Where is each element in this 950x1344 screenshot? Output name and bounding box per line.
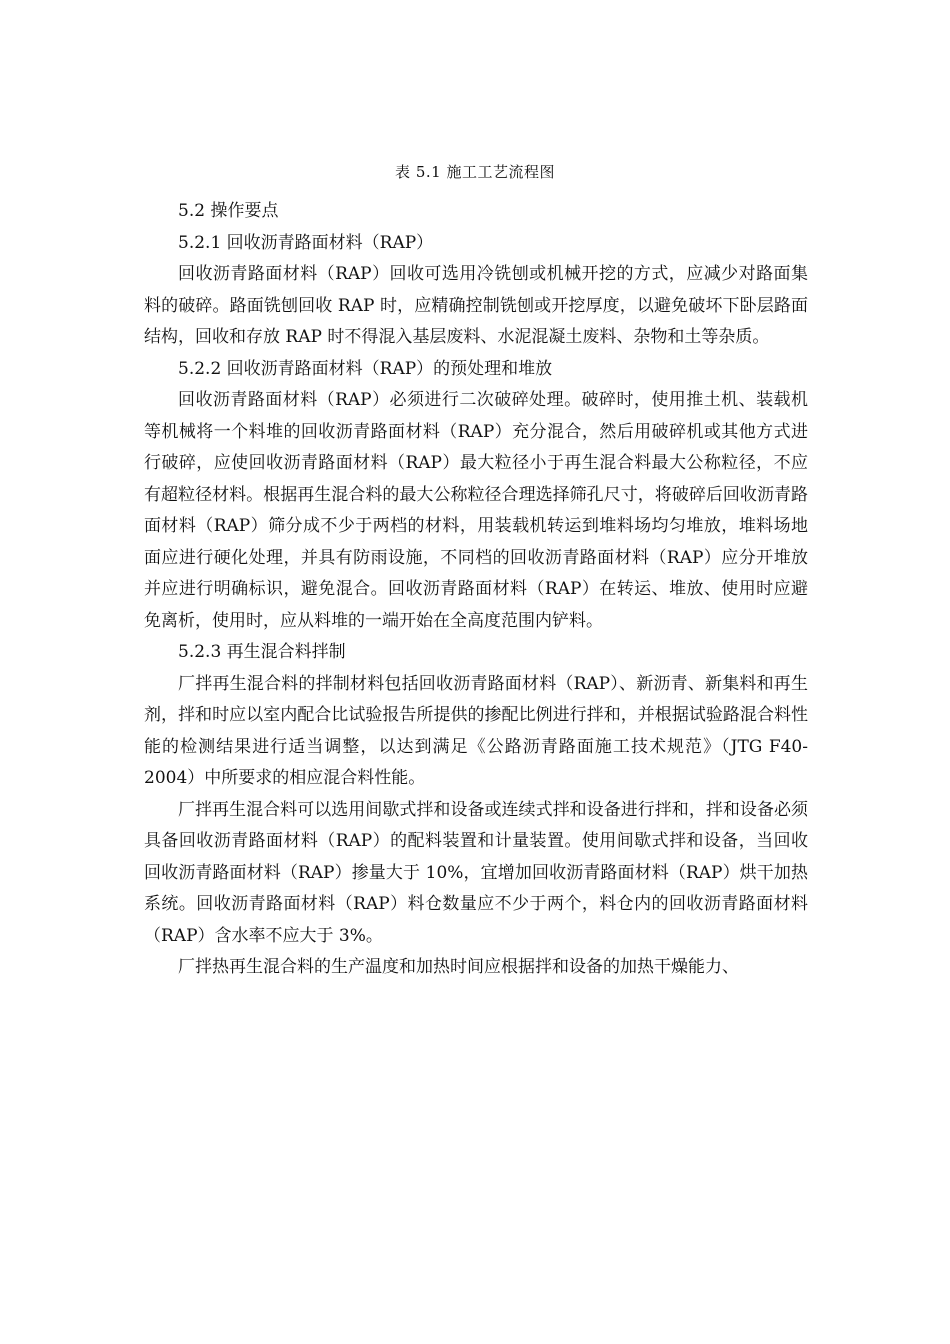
section-heading-5-2-2: 5.2.2 回收沥青路面材料（RAP）的预处理和堆放 [178, 358, 553, 379]
paragraph-production-temperature: 厂拌热再生混合料的生产温度和加热时间应根据拌和设备的加热干燥能力、 [178, 957, 739, 977]
section-heading-5-2: 5.2 操作要点 [178, 201, 279, 221]
paragraph-mixing-materials: 厂拌再生混合料的拌制材料包括回收沥青路面材料（RAP）、新沥青、新集料和再生剂，拌和时应以室内配合比试验报告所提供的掺配比例进行拌和，并根据试验路混合料性能的检测结果进行适当调整，以达到满足《公路沥青路面施工技术规范》（JTG F40-2004）中所要求的相应混合料性能。 [144, 673, 808, 788]
document-body [144, 196, 808, 984]
table-caption: 表 5.1 施工工艺流程图 [395, 163, 555, 181]
section-heading-5-2-3: 5.2.3 再生混合料拌制 [178, 642, 346, 662]
paragraph-rap-recovery: 回收沥青路面材料（RAP）回收可选用冷铣刨或机械开挖的方式，应减少对路面集料的破碎。路面铣刨回收 RAP 时，应精确控制铣刨或开挖厚度，以避免破坏下卧层路面结构，回收和存放 RAP 时不得混入基层废料、水泥混凝土废料、杂物和土等杂质。 [144, 264, 808, 347]
paragraph-rap-pretreatment: 回收沥青路面材料（RAP）必须进行二次破碎处理。破碎时，使用推土机、装载机等机械将一个料堆的回收沥青路面材料（RAP）充分混合，然后用破碎机或其他方式进行破碎，应使回收沥青路面材料（RAP）最大粒径小于再生混合料最大公称粒径，不应有超粒径材料。根据再生混合料的最大公称粒径合理选择筛孔尺寸，将破碎后回收沥青路面材料（RAP）筛分成不少于两档的材料，用装载机转运到堆料场均匀堆放，堆料场地面应进行硬化处理，并具有防雨设施，不同档的回收沥青路面材料（RAP）应分开堆放并应进行明确标识，避免混合。回收沥青路面材料（RAP）在转运、堆放、使用时应避免离析，使用时，应从料堆的一端开始在全高度范围内铲料。 [144, 390, 808, 631]
section-heading-5-2-1: 5.2.1 回收沥青路面材料（RAP） [178, 232, 434, 253]
paragraph-mixing-equipment: 厂拌再生混合料可以选用间歇式拌和设备或连续式拌和设备进行拌和，拌和设备必须具备回收沥青路面材料（RAP）的配料装置和计量装置。使用间歇式拌和设备，当回收回收沥青路面材料（RAP）掺量大于 10%，宜增加回收沥青路面材料（RAP）烘干加热系统。回收沥青路面材料（RAP）料仓数量应不少于两个，料仓内的回收沥青路面材料（RAP）含水率不应大于 3%。 [144, 799, 808, 946]
